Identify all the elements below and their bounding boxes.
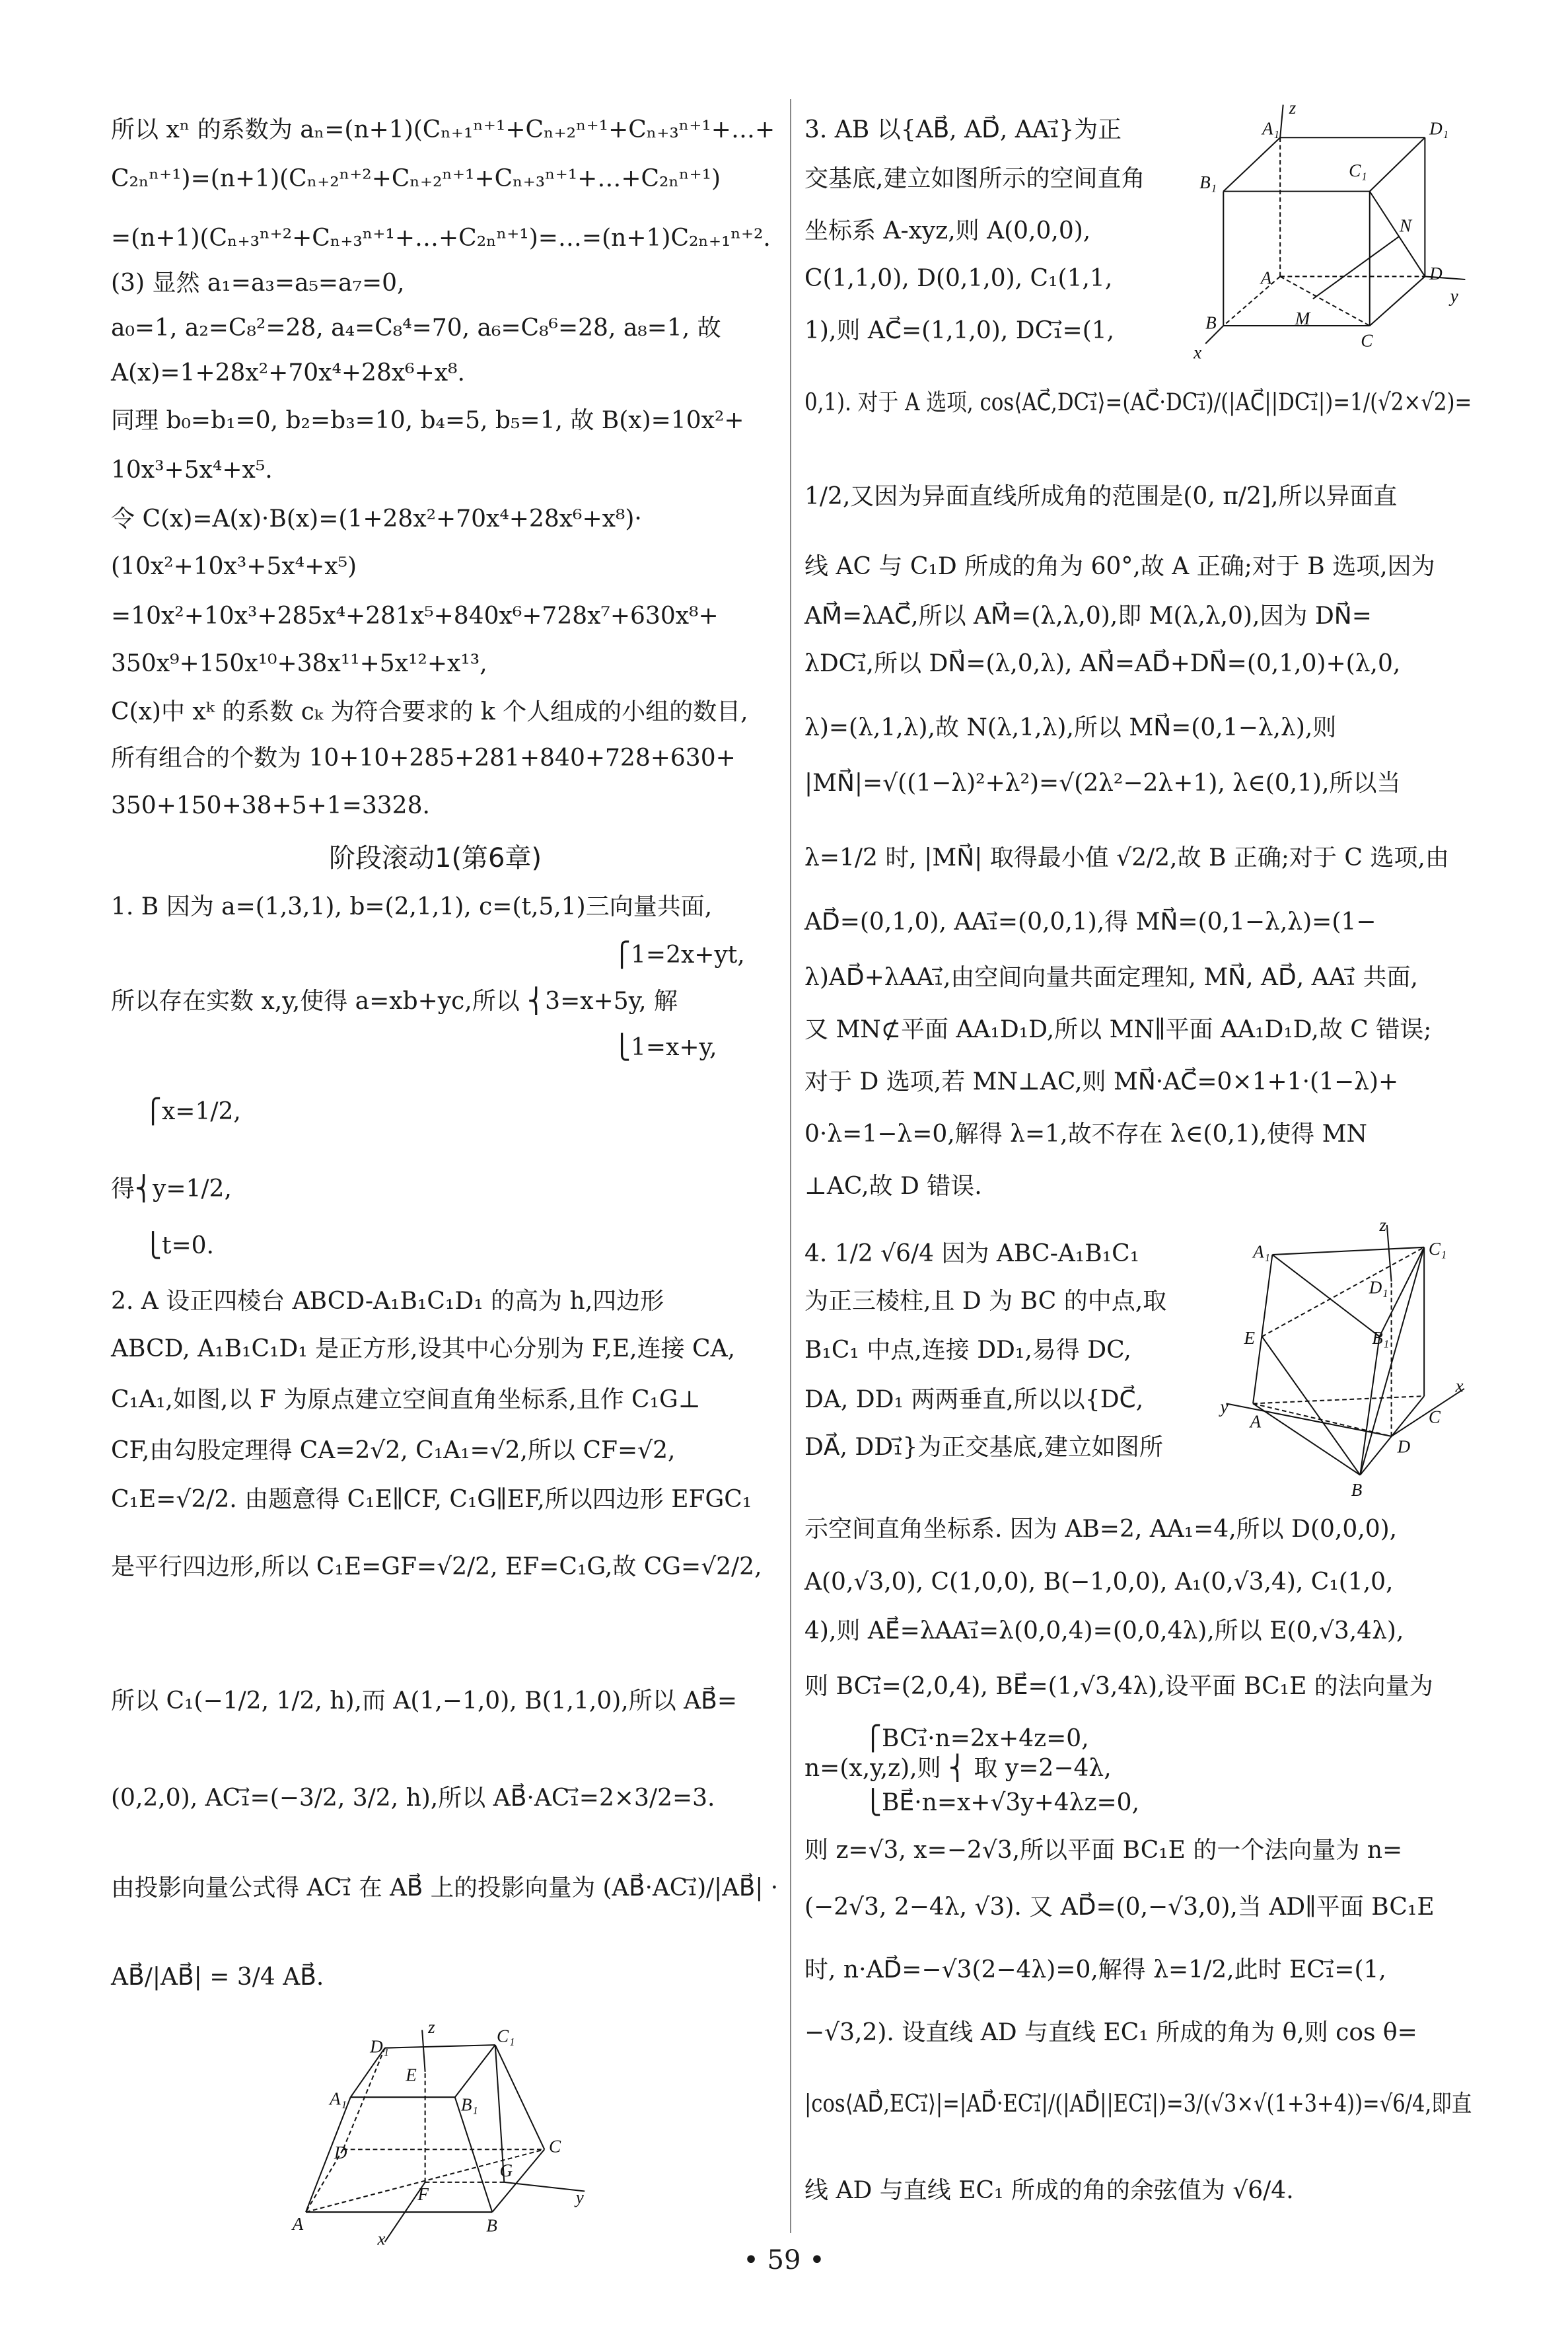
text-line: 线 AD 与直线 EC₁ 所成的角的余弦值为 √6/4. [804, 2177, 1294, 2205]
text-line: |cos⟨AD⃗,EC₁⃗⟩|=|AD⃗·EC₁⃗|/(|AD⃗||EC₁⃗|)=3/(√3×√(1+3+4))=√6/4,即直 [804, 2090, 1472, 2118]
text-line: 1. B 因为 a=(1,3,1), b=(2,1,1), c=(t,5,1)三向量共面, [111, 893, 713, 921]
text-line: 2. A 设正四棱台 ABCD-A₁B₁C₁D₁ 的高为 h,四边形 [111, 1287, 664, 1315]
text-line: 时, n·AD⃗=−√3(2−4λ)=0,解得 λ=1/2,此时 EC₁⃗=(1, [804, 1956, 1386, 1983]
text-line: CF,由勾股定理得 CA=2√2, C₁A₁=√2,所以 CF=√2, [111, 1436, 676, 1464]
text-line: 同理 b₀=b₁=0, b₂=b₃=10, b₄=5, b₅=1, 故 B(x)=10x²+ [111, 407, 744, 435]
text-line: 所以 C₁(−1/2, 1/2, h),而 A(1,−1,0), B(1,1,0),所以 AB⃗= [111, 1687, 738, 1715]
text-line: 对于 D 选项,若 MN⊥AC,则 MN⃗·AC⃗=0×1+1·(1−λ)+ [804, 1068, 1399, 1095]
text-line: 交基底,建立如图所示的空间直角 [804, 165, 1145, 193]
text-line: A(x)=1+28x²+70x⁴+28x⁶+x⁸. [111, 359, 465, 387]
text-line: 所以存在实数 x,y,使得 a=xb+yc,所以 ⎨3=x+5y, 解 [111, 987, 678, 1015]
section-title: 阶段滚动1(第6章) [329, 842, 542, 873]
label-A: A [292, 2214, 304, 2234]
frustum-figure [291, 2015, 604, 2249]
label-C1: C₁ [1428, 1239, 1447, 1259]
text-line: ⊥AC,故 D 错误. [804, 1172, 982, 1200]
text-line: λDC₁⃗,所以 DN⃗=(λ,0,λ), AN⃗=AD⃗+DN⃗=(0,1,0)+(λ,0, [804, 650, 1401, 678]
label-y: y [1450, 285, 1458, 306]
label-C: C [1361, 330, 1373, 351]
label-A: A [1250, 1411, 1262, 1432]
label-D1: D₁ [1369, 1277, 1388, 1298]
text-line: 0,1). 对于 A 选项, cos⟨AC⃗,DC₁⃗⟩=(AC⃗·DC₁⃗)/(|AC⃗||DC₁⃗|)=1/(√2×√2)= [804, 388, 1472, 416]
text-line: λ=1/2 时, |MN⃗| 取得最小值 √2/2,故 B 正确;对于 C 选项,由 [804, 844, 1449, 871]
column-divider [790, 99, 791, 2233]
label-N: N [1399, 215, 1412, 236]
text-line: C₁A₁,如图,以 F 为原点建立空间直角坐标系,且作 C₁G⊥ [111, 1385, 701, 1413]
label-E: E [406, 2065, 417, 2085]
label-y: y [575, 2187, 584, 2207]
page-number: • 59 • [743, 2245, 825, 2275]
text-line: C₁E=√2/2. 由题意得 C₁E∥CF, C₁G∥EF,所以四边形 EFGC₁ [111, 1486, 752, 1514]
text-line: −√3,2). 设直线 AD 与直线 EC₁ 所成的角为 θ,则 cos θ= [804, 2018, 1417, 2046]
label-B: B [1205, 313, 1217, 333]
text-line: (3) 显然 a₁=a₃=a₅=a₇=0, [111, 270, 405, 297]
text-line: 令 C(x)=A(x)·B(x)=(1+28x²+70x⁴+28x⁶+x⁸)· [111, 505, 642, 533]
text-line: 线 AC 与 C₁D 所成的角为 60°,故 A 正确;对于 B 选项,因为 [804, 553, 1435, 581]
label-x: x [1194, 342, 1202, 363]
label-A1: A₁ [1262, 118, 1280, 139]
label-x: x [1455, 1376, 1464, 1396]
label-D1: D₁ [370, 2036, 390, 2057]
text-line: ⎧1=2x+yt, [613, 941, 745, 969]
text-line: λ)AD⃗+λAA₁⃗,由空间向量共面定理知, MN⃗, AD⃗, AA₁⃗ 共面, [804, 963, 1418, 991]
label-B1: B₁ [460, 2094, 478, 2115]
label-B: B [486, 2215, 497, 2236]
text-line: 1/2,又因为异面直线所成角的范围是(0, π/2],所以异面直 [804, 483, 1398, 511]
label-E: E [1244, 1328, 1256, 1348]
label-C1: C₁ [497, 2026, 515, 2046]
text-line: (−2√3, 2−4λ, √3). 又 AD⃗=(0,−√3,0),当 AD∥平面 BC₁E [804, 1894, 1435, 1921]
text-line: ⎧BC₁⃗·n=2x+4z=0, [864, 1724, 1089, 1752]
text-line: 10x³+5x⁴+x⁵. [111, 456, 273, 484]
text-line: 为正三棱柱,且 D 为 BC 的中点,取 [804, 1287, 1167, 1315]
text-line: 是平行四边形,所以 C₁E=GF=√2/2, EF=C₁G,故 CG=√2/2, [111, 1553, 762, 1580]
text-line: 350+150+38+5+1=3328. [111, 792, 430, 819]
text-line: 得⎨y=1/2, [111, 1175, 232, 1203]
text-line: 由投影向量公式得 AC₁⃗ 在 AB⃗ 上的投影向量为 (AB⃗·AC₁⃗)/|AB⃗| · [111, 1874, 779, 1901]
text-line: 0·λ=1−λ=0,解得 λ=1,故不存在 λ∈(0,1),使得 MN [804, 1120, 1367, 1148]
text-line: (10x²+10x³+5x⁴+x⁵) [111, 553, 357, 581]
text-line: =(n+1)(Cₙ₊₃ⁿ⁺²+Cₙ₊₃ⁿ⁺¹+…+C₂ₙⁿ⁺¹)=…=(n+1)C₂ₙ₊₁ⁿ⁺². [111, 225, 771, 252]
label-z: z [1289, 98, 1297, 118]
label-F: F [417, 2184, 429, 2205]
text-line: λ)=(λ,1,λ),故 N(λ,1,λ),所以 MN⃗=(0,1−λ,λ),则 [804, 714, 1337, 742]
text-line: A(0,√3,0), C(1,0,0), B(−1,0,0), A₁(0,√3,4), C₁(1,0, [804, 1568, 1394, 1596]
text-line: ⎩1=x+y, [613, 1033, 717, 1061]
label-A1: A₁ [330, 2088, 347, 2109]
label-A: A [1260, 268, 1272, 288]
label-z: z [428, 2017, 435, 2038]
text-line: DA⃗, DD₁⃗}为正交基底,建立如图所 [804, 1434, 1163, 1461]
label-D: D [334, 2142, 347, 2162]
text-line: 所以 xⁿ 的系数为 aₙ=(n+1)(Cₙ₊₁ⁿ⁺¹+Cₙ₊₂ⁿ⁺¹+Cₙ₊₃ⁿ⁺¹+…+ [111, 116, 775, 143]
text-line: C(x)中 xᵏ 的系数 cₖ 为符合要求的 k 个人组成的小组的数目, [111, 698, 748, 725]
text-line: 350x⁹+150x¹⁰+38x¹¹+5x¹²+x¹³, [111, 650, 487, 678]
label-D: D [1397, 1436, 1411, 1457]
text-line: C₂ₙⁿ⁺¹)=(n+1)(Cₙ₊₂ⁿ⁺²+Cₙ₊₂ⁿ⁺¹+Cₙ₊₃ⁿ⁺¹+…+C₂ₙⁿ⁺¹) [111, 165, 721, 193]
text-line: 3. AB 以{AB⃗, AD⃗, AA₁⃗}为正 [804, 116, 1122, 143]
label-G: G [499, 2160, 513, 2180]
text-line: ⎩BE⃗·n=x+√3y+4λz=0, [864, 1789, 1140, 1816]
cube-figure [1189, 96, 1473, 363]
text-line: |MN⃗|=√((1−λ)²+λ²)=√(2λ²−2λ+1), λ∈(0,1),所以当 [804, 769, 1401, 797]
label-B: B [1351, 1480, 1363, 1500]
label-A1: A₁ [1253, 1241, 1270, 1262]
text-line: AD⃗=(0,1,0), AA₁⃗=(0,0,1),得 MN⃗=(0,1−λ,λ)=(1− [804, 908, 1376, 936]
label-B1: B₁ [1372, 1328, 1390, 1348]
text-line: DA, DD₁ 两两垂直,所以以{DC⃗, [804, 1385, 1144, 1413]
label-y: y [1220, 1396, 1229, 1417]
text-line: C(1,1,0), D(0,1,0), C₁(1,1, [804, 265, 1113, 293]
label-C: C [1428, 1407, 1441, 1427]
text-line: 示空间直角坐标系. 因为 AB=2, AA₁=4,所以 D(0,0,0), [804, 1516, 1398, 1543]
label-M: M [1295, 308, 1310, 328]
text-line: 所有组合的个数为 10+10+285+281+840+728+630+ [111, 744, 736, 772]
text-line: ABCD, A₁B₁C₁D₁ 是正方形,设其中心分别为 F,E,连接 CA, [111, 1335, 736, 1363]
label-B1: B₁ [1199, 172, 1217, 193]
text-line: 1),则 AC⃗=(1,1,0), DC₁⃗=(1, [804, 317, 1115, 345]
text-line: 又 MN⊄平面 AA₁D₁D,所以 MN∥平面 AA₁D₁D,故 C 错误; [804, 1015, 1432, 1043]
text-line: 坐标系 A-xyz,则 A(0,0,0), [804, 217, 1091, 245]
text-line: ⎩t=0. [144, 1232, 214, 1260]
label-C: C [549, 2136, 561, 2157]
text-line: 则 BC₁⃗=(2,0,4), BE⃗=(1,√3,4λ),设平面 BC₁E 的法向量为 [804, 1672, 1433, 1700]
label-D: D [1429, 263, 1443, 283]
text-line: AB⃗/|AB⃗| = 3/4 AB⃗. [111, 1964, 324, 1991]
text-line: ⎧x=1/2, [144, 1097, 241, 1125]
left-column [111, 0, 778, 2325]
label-x: x [377, 2229, 386, 2249]
text-line: 4),则 AE⃗=λAA₁⃗=λ(0,0,4)=(0,0,4λ),所以 E(0,√3,4λ), [804, 1617, 1404, 1645]
text-line: n=(x,y,z),则 ⎨ 取 y=2−4λ, [804, 1754, 1112, 1782]
text-line: (0,2,0), AC₁⃗=(−3/2, 3/2, h),所以 AB⃗·AC₁⃗=2×3/2=3. [111, 1785, 715, 1812]
text-line: 4. 1/2 √6/4 因为 ABC-A₁B₁C₁ [804, 1239, 1140, 1267]
label-z: z [1379, 1215, 1387, 1236]
text-line: =10x²+10x³+285x⁴+281x⁵+840x⁶+728x⁷+630x⁸+ [111, 602, 719, 630]
text-line: B₁C₁ 中点,连接 DD₁,易得 DC, [804, 1337, 1131, 1364]
prism-figure [1205, 1212, 1476, 1500]
text-line: AM⃗=λAC⃗,所以 AM⃗=(λ,λ,0),即 M(λ,λ,0),因为 DN⃗= [804, 602, 1372, 630]
label-C1: C₁ [1349, 161, 1367, 181]
label-D1: D₁ [1429, 118, 1449, 139]
text-line: a₀=1, a₂=C₈²=28, a₄=C₈⁴=70, a₆=C₈⁶=28, a₈=1, 故 [111, 314, 721, 342]
text-line: 则 z=√3, x=−2√3,所以平面 BC₁E 的一个法向量为 n= [804, 1837, 1403, 1864]
